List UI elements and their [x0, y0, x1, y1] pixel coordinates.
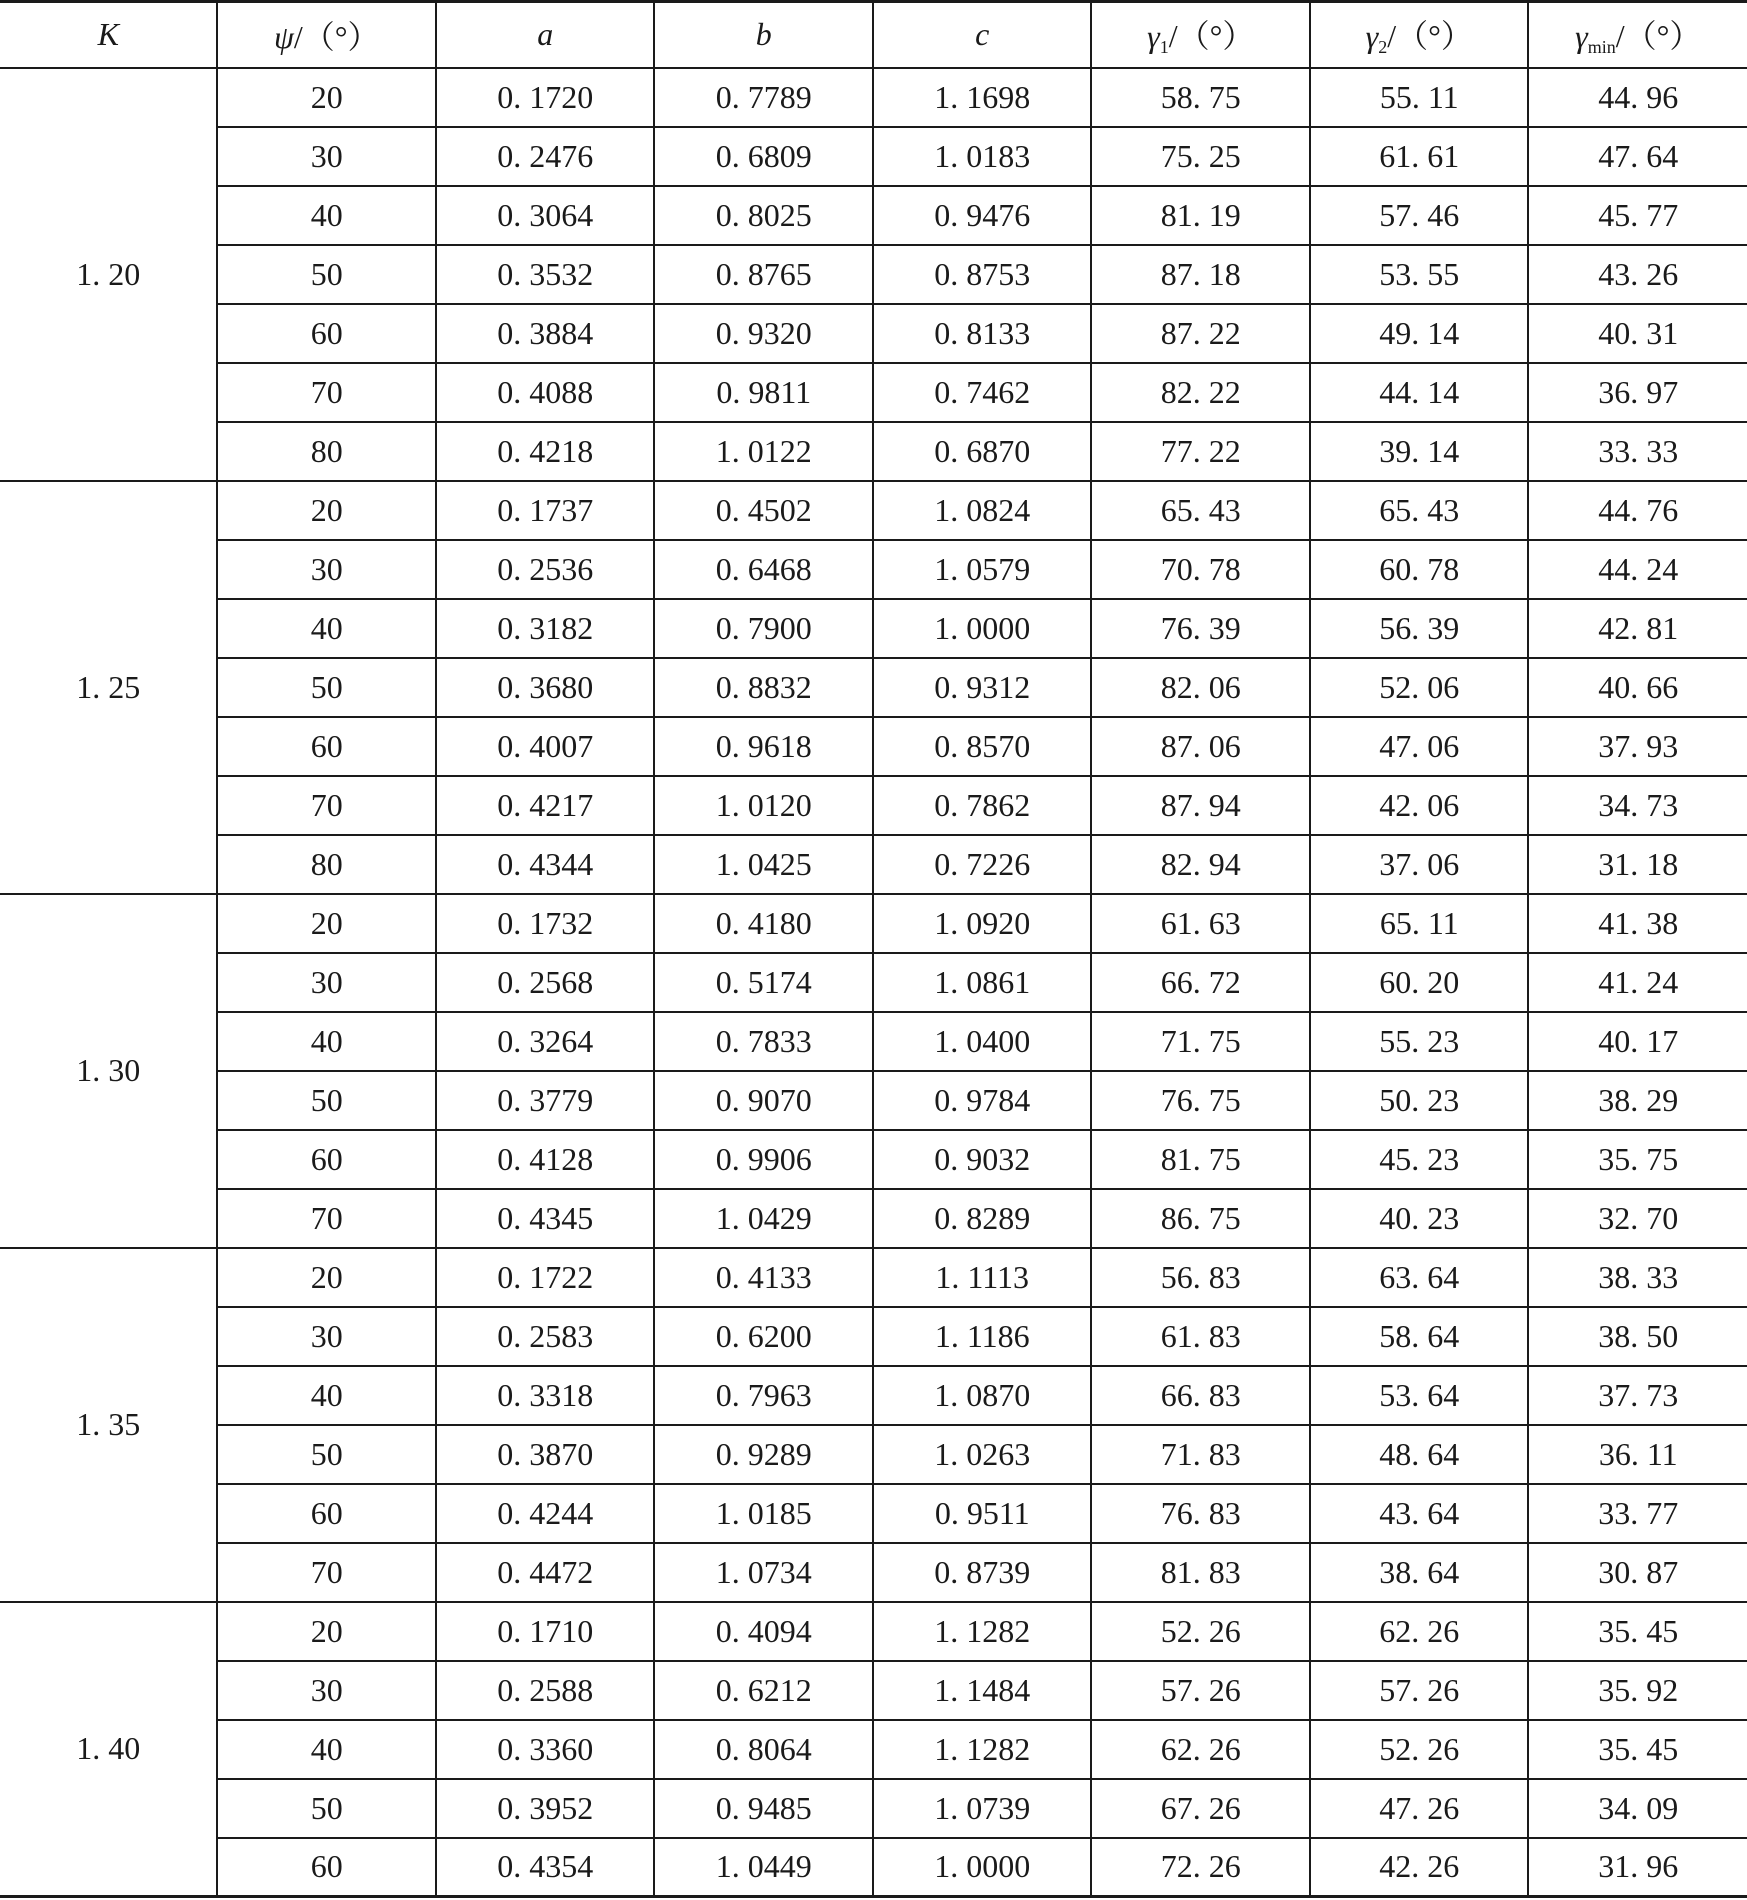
c-cell: 0. 8753 [873, 245, 1092, 304]
table-row [0, 1248, 1747, 1307]
table-row [0, 599, 1747, 658]
gamma1-cell: 76. 83 [1091, 1484, 1310, 1543]
gamma2-cell: 55. 23 [1310, 1012, 1529, 1071]
header-gamma1: $\gamma_1/(^\circ)$ [1091, 2, 1310, 68]
gamma-min-cell: 37. 93 [1528, 717, 1747, 776]
gamma1-cell: 76. 75 [1091, 1071, 1310, 1130]
gamma1-cell: 87. 94 [1091, 776, 1310, 835]
gamma2-cell: 50. 23 [1310, 1071, 1529, 1130]
gamma1-cell: 65. 43 [1091, 481, 1310, 540]
gamma-min-cell: 41. 38 [1528, 894, 1747, 953]
a-cell: 0. 4128 [436, 1130, 655, 1189]
psi-cell: 40 [217, 1720, 436, 1779]
gamma1-cell: 76. 39 [1091, 599, 1310, 658]
psi-cell: 20 [217, 1248, 436, 1307]
gamma-min-cell: 30. 87 [1528, 1543, 1747, 1602]
a-cell: 0. 1710 [436, 1602, 655, 1661]
a-cell: 0. 4217 [436, 776, 655, 835]
c-cell: 0. 9511 [873, 1484, 1092, 1543]
c-cell: 1. 0861 [873, 953, 1092, 1012]
a-cell: 0. 4354 [436, 1838, 655, 1897]
gamma1-cell: 86. 75 [1091, 1189, 1310, 1248]
gamma2-cell: 42. 06 [1310, 776, 1529, 835]
gamma2-cell: 57. 46 [1310, 186, 1529, 245]
psi-cell: 30 [217, 127, 436, 186]
gamma1-cell: 66. 83 [1091, 1366, 1310, 1425]
gamma-min-cell: 41. 24 [1528, 953, 1747, 1012]
gamma1-cell: 71. 75 [1091, 1012, 1310, 1071]
c-cell: 1. 1113 [873, 1248, 1092, 1307]
psi-cell: 60 [217, 1484, 436, 1543]
psi-cell: 20 [217, 894, 436, 953]
c-cell: 0. 7226 [873, 835, 1092, 894]
c-cell: 0. 9312 [873, 658, 1092, 717]
k-value-cell: 1. 35 [0, 1248, 217, 1602]
table-row [0, 658, 1747, 717]
table-row [0, 127, 1747, 186]
psi-cell: 30 [217, 953, 436, 1012]
a-cell: 0. 3884 [436, 304, 655, 363]
gamma-min-cell: 35. 92 [1528, 1661, 1747, 1720]
gamma1-cell: 56. 83 [1091, 1248, 1310, 1307]
table-row [0, 245, 1747, 304]
gamma2-cell: 40. 23 [1310, 1189, 1529, 1248]
c-cell: 1. 0824 [873, 481, 1092, 540]
header-k: K [0, 2, 217, 68]
gamma-min-cell: 44. 76 [1528, 481, 1747, 540]
table-row [0, 1425, 1747, 1484]
psi-cell: 30 [217, 540, 436, 599]
table-row [0, 1602, 1747, 1661]
gamma-min-cell: 32. 70 [1528, 1189, 1747, 1248]
c-cell: 0. 6870 [873, 422, 1092, 481]
gamma1-cell: 61. 63 [1091, 894, 1310, 953]
gamma-min-cell: 34. 09 [1528, 1779, 1747, 1838]
a-cell: 0. 1722 [436, 1248, 655, 1307]
a-cell: 0. 3680 [436, 658, 655, 717]
c-cell: 0. 7862 [873, 776, 1092, 835]
gamma-min-cell: 44. 24 [1528, 540, 1747, 599]
gamma2-cell: 42. 26 [1310, 1838, 1529, 1897]
table-row [0, 1484, 1747, 1543]
b-cell: 0. 6200 [654, 1307, 873, 1366]
gamma-min-cell: 47. 64 [1528, 127, 1747, 186]
gamma-min-cell: 31. 18 [1528, 835, 1747, 894]
gamma-min-cell: 42. 81 [1528, 599, 1747, 658]
gamma-min-cell: 45. 77 [1528, 186, 1747, 245]
psi-cell: 40 [217, 186, 436, 245]
a-cell: 0. 4218 [436, 422, 655, 481]
gamma1-cell: 57. 26 [1091, 1661, 1310, 1720]
c-cell: 0. 9476 [873, 186, 1092, 245]
b-cell: 0. 9618 [654, 717, 873, 776]
gamma2-cell: 60. 78 [1310, 540, 1529, 599]
table-header [0, 2, 1747, 68]
gamma2-cell: 44. 14 [1310, 363, 1529, 422]
gamma1-cell: 82. 22 [1091, 363, 1310, 422]
gamma-min-cell: 43. 26 [1528, 245, 1747, 304]
gamma-min-cell: 31. 96 [1528, 1838, 1747, 1897]
b-cell: 1. 0734 [654, 1543, 873, 1602]
psi-cell: 60 [217, 1130, 436, 1189]
gamma-min-cell: 35. 45 [1528, 1720, 1747, 1779]
b-cell: 0. 4133 [654, 1248, 873, 1307]
gamma2-cell: 52. 26 [1310, 1720, 1529, 1779]
a-cell: 0. 4088 [436, 363, 655, 422]
psi-cell: 30 [217, 1661, 436, 1720]
gamma1-cell: 81. 83 [1091, 1543, 1310, 1602]
c-cell: 0. 9032 [873, 1130, 1092, 1189]
b-cell: 0. 8765 [654, 245, 873, 304]
table-row [0, 1838, 1747, 1897]
b-cell: 1. 0122 [654, 422, 873, 481]
table-row [0, 540, 1747, 599]
c-cell: 1. 0579 [873, 540, 1092, 599]
gamma-min-cell: 34. 73 [1528, 776, 1747, 835]
gamma2-cell: 53. 55 [1310, 245, 1529, 304]
gamma1-cell: 75. 25 [1091, 127, 1310, 186]
gamma1-cell: 52. 26 [1091, 1602, 1310, 1661]
a-cell: 0. 3360 [436, 1720, 655, 1779]
psi-cell: 20 [217, 481, 436, 540]
psi-cell: 20 [217, 1602, 436, 1661]
table-row [0, 1012, 1747, 1071]
gamma2-cell: 49. 14 [1310, 304, 1529, 363]
psi-cell: 30 [217, 1307, 436, 1366]
gamma2-cell: 38. 64 [1310, 1543, 1529, 1602]
a-cell: 0. 4344 [436, 835, 655, 894]
c-cell: 1. 0739 [873, 1779, 1092, 1838]
psi-cell: 40 [217, 599, 436, 658]
gamma2-cell: 61. 61 [1310, 127, 1529, 186]
gamma2-cell: 63. 64 [1310, 1248, 1529, 1307]
table-row [0, 481, 1747, 540]
table-body [0, 68, 1747, 1897]
table-row [0, 363, 1747, 422]
b-cell: 0. 7789 [654, 68, 873, 127]
c-cell: 0. 7462 [873, 363, 1092, 422]
c-cell: 0. 8739 [873, 1543, 1092, 1602]
a-cell: 0. 2588 [436, 1661, 655, 1720]
gamma1-cell: 62. 26 [1091, 1720, 1310, 1779]
gamma2-cell: 39. 14 [1310, 422, 1529, 481]
psi-cell: 80 [217, 835, 436, 894]
c-cell: 1. 1186 [873, 1307, 1092, 1366]
b-cell: 0. 9811 [654, 363, 873, 422]
gamma2-cell: 48. 64 [1310, 1425, 1529, 1484]
a-cell: 0. 1732 [436, 894, 655, 953]
psi-cell: 20 [217, 68, 436, 127]
table-row [0, 894, 1747, 953]
table-row [0, 1720, 1747, 1779]
c-cell: 1. 1484 [873, 1661, 1092, 1720]
gamma1-cell: 87. 18 [1091, 245, 1310, 304]
gamma2-cell: 58. 64 [1310, 1307, 1529, 1366]
c-cell: 1. 0183 [873, 127, 1092, 186]
gamma1-cell: 87. 06 [1091, 717, 1310, 776]
gamma1-cell: 70. 78 [1091, 540, 1310, 599]
gamma-min-cell: 40. 31 [1528, 304, 1747, 363]
a-cell: 0. 3779 [436, 1071, 655, 1130]
b-cell: 1. 0429 [654, 1189, 873, 1248]
a-cell: 0. 2476 [436, 127, 655, 186]
k-value-cell: 1. 25 [0, 481, 217, 894]
b-cell: 0. 8025 [654, 186, 873, 245]
header-gamma2: $\gamma_2/(^\circ)$ [1310, 2, 1529, 68]
a-cell: 0. 4007 [436, 717, 655, 776]
psi-cell: 50 [217, 245, 436, 304]
b-cell: 0. 9070 [654, 1071, 873, 1130]
table-row [0, 1543, 1747, 1602]
table-row [0, 68, 1747, 127]
psi-cell: 40 [217, 1366, 436, 1425]
b-cell: 0. 4502 [654, 481, 873, 540]
table-row [0, 1307, 1747, 1366]
b-cell: 0. 9485 [654, 1779, 873, 1838]
b-cell: 1. 0425 [654, 835, 873, 894]
psi-cell: 70 [217, 1189, 436, 1248]
gamma1-cell: 82. 94 [1091, 835, 1310, 894]
c-cell: 1. 0920 [873, 894, 1092, 953]
psi-cell: 60 [217, 304, 436, 363]
b-cell: 0. 4180 [654, 894, 873, 953]
gamma-min-cell: 33. 33 [1528, 422, 1747, 481]
gamma1-cell: 67. 26 [1091, 1779, 1310, 1838]
gamma1-cell: 71. 83 [1091, 1425, 1310, 1484]
a-cell: 0. 3064 [436, 186, 655, 245]
c-cell: 1. 1698 [873, 68, 1092, 127]
gamma1-cell: 81. 75 [1091, 1130, 1310, 1189]
gamma2-cell: 53. 64 [1310, 1366, 1529, 1425]
table-row [0, 1779, 1747, 1838]
b-cell: 0. 6468 [654, 540, 873, 599]
table-row [0, 717, 1747, 776]
c-cell: 1. 1282 [873, 1720, 1092, 1779]
table-row [0, 1130, 1747, 1189]
a-cell: 0. 3264 [436, 1012, 655, 1071]
b-cell: 0. 7900 [654, 599, 873, 658]
a-cell: 0. 4345 [436, 1189, 655, 1248]
gamma2-cell: 47. 06 [1310, 717, 1529, 776]
table-row [0, 422, 1747, 481]
b-cell: 0. 6212 [654, 1661, 873, 1720]
gamma2-cell: 65. 11 [1310, 894, 1529, 953]
a-cell: 0. 4244 [436, 1484, 655, 1543]
gamma-min-cell: 35. 75 [1528, 1130, 1747, 1189]
c-cell: 0. 8570 [873, 717, 1092, 776]
gamma-min-cell: 33. 77 [1528, 1484, 1747, 1543]
gamma-min-cell: 38. 33 [1528, 1248, 1747, 1307]
table-row [0, 1366, 1747, 1425]
table-row [0, 186, 1747, 245]
gamma-min-cell: 38. 29 [1528, 1071, 1747, 1130]
gamma-min-cell: 44. 96 [1528, 68, 1747, 127]
a-cell: 0. 3532 [436, 245, 655, 304]
gamma2-cell: 45. 23 [1310, 1130, 1529, 1189]
table-row [0, 304, 1747, 363]
header-psi: ψ/（°） [217, 2, 436, 68]
gamma1-cell: 81. 19 [1091, 186, 1310, 245]
header-row [0, 2, 1747, 68]
gamma1-cell: 58. 75 [1091, 68, 1310, 127]
gamma-min-cell: 37. 73 [1528, 1366, 1747, 1425]
gamma2-cell: 47. 26 [1310, 1779, 1529, 1838]
a-cell: 0. 1737 [436, 481, 655, 540]
psi-cell: 50 [217, 658, 436, 717]
gamma-min-cell: 36. 11 [1528, 1425, 1747, 1484]
b-cell: 1. 0449 [654, 1838, 873, 1897]
gamma2-cell: 62. 26 [1310, 1602, 1529, 1661]
psi-cell: 40 [217, 1012, 436, 1071]
gamma2-cell: 65. 43 [1310, 481, 1529, 540]
a-cell: 0. 3870 [436, 1425, 655, 1484]
psi-cell: 50 [217, 1425, 436, 1484]
c-cell: 0. 8133 [873, 304, 1092, 363]
header-gamma-min: $\gamma_{min}/(^\circ)$ [1528, 2, 1747, 68]
psi-cell: 70 [217, 1543, 436, 1602]
c-cell: 1. 0263 [873, 1425, 1092, 1484]
c-cell: 1. 1282 [873, 1602, 1092, 1661]
table-row [0, 776, 1747, 835]
gamma1-cell: 87. 22 [1091, 304, 1310, 363]
k-value-cell: 1. 30 [0, 894, 217, 1248]
header-c: c [873, 2, 1092, 68]
a-cell: 0. 4472 [436, 1543, 655, 1602]
gamma-min-cell: 38. 50 [1528, 1307, 1747, 1366]
header-a: a [436, 2, 655, 68]
a-cell: 0. 3952 [436, 1779, 655, 1838]
table-row [0, 953, 1747, 1012]
psi-cell: 70 [217, 363, 436, 422]
gamma1-cell: 77. 22 [1091, 422, 1310, 481]
table-row [0, 1661, 1747, 1720]
gamma1-cell: 66. 72 [1091, 953, 1310, 1012]
a-cell: 0. 1720 [436, 68, 655, 127]
b-cell: 0. 6809 [654, 127, 873, 186]
gamma1-cell: 72. 26 [1091, 1838, 1310, 1897]
b-cell: 0. 7963 [654, 1366, 873, 1425]
c-cell: 1. 0000 [873, 1838, 1092, 1897]
table-row [0, 1071, 1747, 1130]
psi-cell: 60 [217, 717, 436, 776]
table-row [0, 1189, 1747, 1248]
psi-cell: 80 [217, 422, 436, 481]
b-cell: 0. 7833 [654, 1012, 873, 1071]
b-cell: 1. 0185 [654, 1484, 873, 1543]
b-cell: 0. 9289 [654, 1425, 873, 1484]
gamma1-cell: 82. 06 [1091, 658, 1310, 717]
gamma2-cell: 60. 20 [1310, 953, 1529, 1012]
gamma-min-cell: 40. 66 [1528, 658, 1747, 717]
b-cell: 0. 4094 [654, 1602, 873, 1661]
a-cell: 0. 2536 [436, 540, 655, 599]
b-cell: 0. 9320 [654, 304, 873, 363]
gamma2-cell: 55. 11 [1310, 68, 1529, 127]
header-b: b [654, 2, 873, 68]
gamma2-cell: 52. 06 [1310, 658, 1529, 717]
psi-cell: 50 [217, 1071, 436, 1130]
b-cell: 0. 8064 [654, 1720, 873, 1779]
psi-cell: 60 [217, 1838, 436, 1897]
c-cell: 0. 9784 [873, 1071, 1092, 1130]
b-cell: 0. 9906 [654, 1130, 873, 1189]
gamma-min-cell: 35. 45 [1528, 1602, 1747, 1661]
a-cell: 0. 2568 [436, 953, 655, 1012]
gamma2-cell: 37. 06 [1310, 835, 1529, 894]
gamma-min-cell: 36. 97 [1528, 363, 1747, 422]
c-cell: 1. 0870 [873, 1366, 1092, 1425]
a-cell: 0. 2583 [436, 1307, 655, 1366]
c-cell: 0. 8289 [873, 1189, 1092, 1248]
a-cell: 0. 3318 [436, 1366, 655, 1425]
gamma2-cell: 43. 64 [1310, 1484, 1529, 1543]
gamma2-cell: 57. 26 [1310, 1661, 1529, 1720]
gamma-min-cell: 40. 17 [1528, 1012, 1747, 1071]
gamma2-cell: 56. 39 [1310, 599, 1529, 658]
b-cell: 1. 0120 [654, 776, 873, 835]
gamma1-cell: 61. 83 [1091, 1307, 1310, 1366]
b-cell: 0. 5174 [654, 953, 873, 1012]
c-cell: 1. 0400 [873, 1012, 1092, 1071]
table-row [0, 835, 1747, 894]
b-cell: 0. 8832 [654, 658, 873, 717]
a-cell: 0. 3182 [436, 599, 655, 658]
psi-cell: 70 [217, 776, 436, 835]
k-value-cell: 1. 40 [0, 1602, 217, 1897]
k-value-cell: 1. 20 [0, 68, 217, 481]
psi-cell: 50 [217, 1779, 436, 1838]
c-cell: 1. 0000 [873, 599, 1092, 658]
